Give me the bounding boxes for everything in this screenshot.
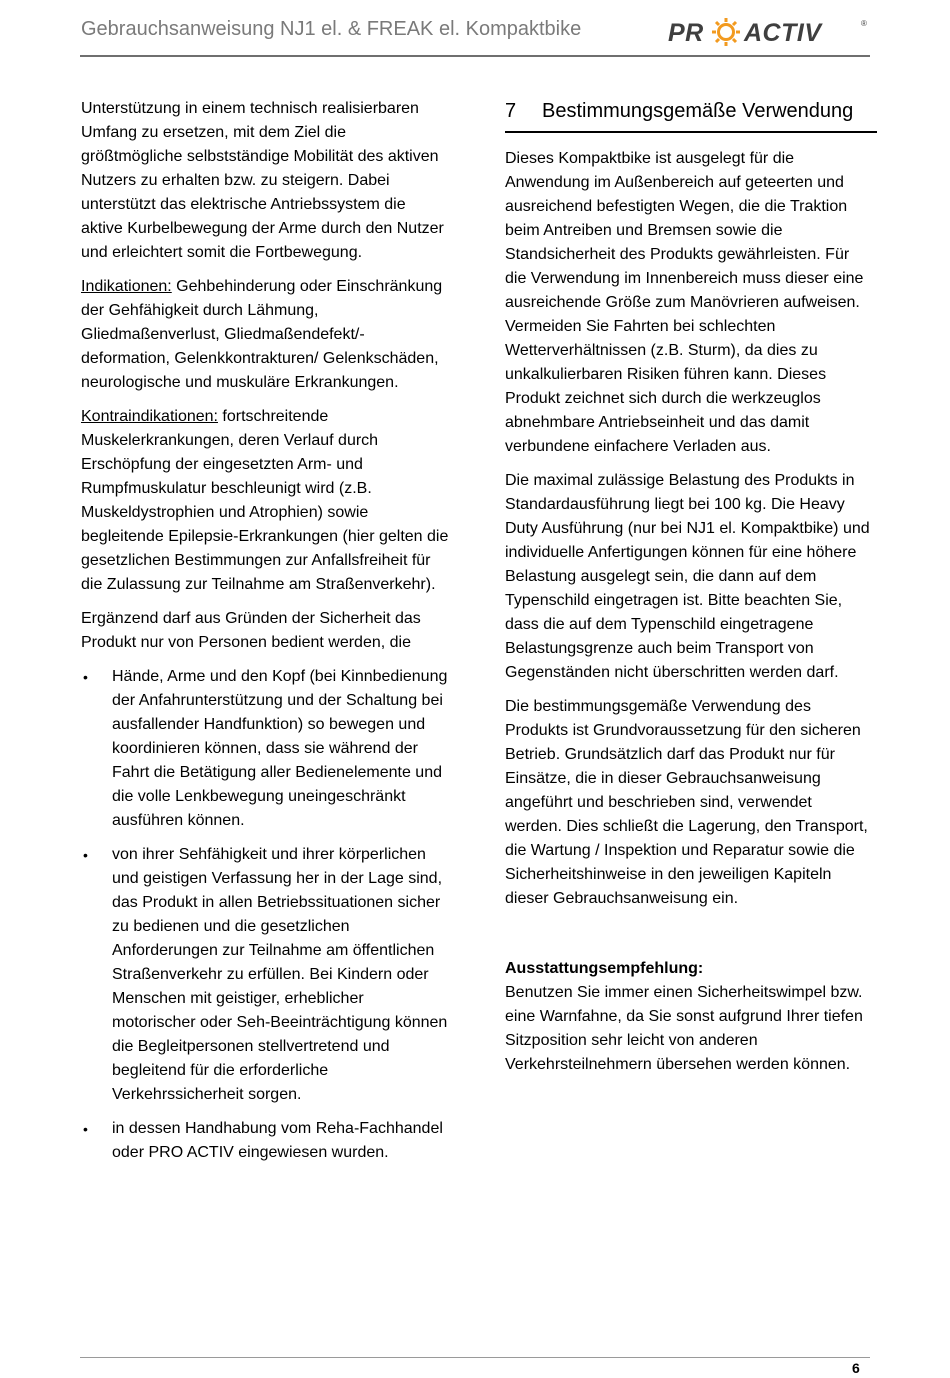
intended-use-paragraph: Die bestimmungsgemäße Verwendung des Produkts ist Grundvoraussetzung für den sicheren Betrieb. Grundsätzlich darf das Produkt nur für Einsätze, die in dieser Gebrauchsanweisung angeführt und beschrieben sind, verwendet werden. Dies schließt die Lagerung, den Transport, die Wartung / Inspektion und Reparatur sowie die Sicherheitshinweise in den jeweiligen Kapiteln dieser Gebrauchsanweisung ein.: [505, 698, 868, 907]
list-item-text: von ihrer Sehfähigkeit und ihrer körperlichen und geistigen Verfassung her in der Lage sind, das Produkt in allen Betriebssituationen sicher zu bedienen und die gesetzlichen Anforderungen zur Teilnahme am öffentlichen Straßenverkehr zu erfüllen. Bei Kindern oder Menschen mit geistiger, erheblicher motorischer oder Seh-Beeinträchtigung können die Begleitpersonen stellvertretend und begleitend für die erforderliche Verkehrssicherheit sorgen.: [112, 846, 448, 1103]
bullet-icon: •: [83, 847, 88, 863]
footer-rule: [80, 1357, 870, 1358]
supplement-paragraph: Ergänzend darf aus Gründen der Sicherheit das Produkt nur von Personen bedient werden, die: [81, 610, 421, 651]
section-number: 7: [505, 100, 517, 122]
document-header-title: Gebrauchsanweisung NJ1 el. & FREAK el. Kompaktbike: [81, 18, 582, 40]
list-item-text: in dessen Handhabung vom Reha-Fachhandel oder PRO ACTIV eingewiesen wurden.: [112, 1120, 443, 1161]
contraindications-label: Kontraindikationen:: [81, 408, 218, 425]
contraindications-text: fortschreitende Muskelerkrankungen, deren Verlauf durch Erschöpfung der eingesetzten Arm- und Rumpfmuskulatur beschleunigt wird (z.B. Muskeldystrophien und Atrophien) sowie begleitende Epilepsie-Erkrankungen (hier gelten die gesetzlichen Bestimmungen zur Anfallsfreiheit für die Zulassung zur Teilnahme am Straßenverkehr).: [81, 408, 449, 593]
section-heading: [505, 97, 877, 133]
list-item-text: Hände, Arme und den Kopf (bei Kinnbedienung der Anfahrunterstützung und der Schaltung bei ausfallender Handfunktion) so bewegen und koordinieren können, dass sie während der Fahrt die Betätigung aller Bedienelemente und die volle Lenkbewegung uneingeschränkt ausführen können.: [112, 668, 448, 829]
logo-registered-mark: ®: [861, 19, 867, 28]
equipment-recommendation: [505, 957, 873, 1077]
right-column: [505, 97, 873, 1077]
equipment-text: Benutzen Sie immer einen Sicherheitswimpel bzw. eine Warnfahne, da Sie sonst aufgrund Ihrer tiefen Sitzposition sehr leicht von anderen Verkehrsteilnehmern übersehen werden können.: [505, 984, 863, 1073]
load-paragraph: Die maximal zulässige Belastung des Produkts in Standardausführung liegt bei 100 kg. Die Heavy Duty Ausführung (nur bei NJ1 el. Kompaktbike) und individuelle Anfertigungen können für eine höhere Belastung ausgelegt sein, die dann auf dem Typenschild eingetragen ist. Bitte beachten Sie, dass die auf dem Typenschild eingetragene Belastungsgrenze auch beim Transport von Gegenständen nicht überschritten werden darf.: [505, 472, 870, 681]
section-title: Bestimmungsgemäße Verwendung: [542, 100, 854, 122]
bullet-icon: •: [83, 669, 88, 685]
indications-paragraph: [81, 275, 449, 395]
list-item: [81, 1117, 449, 1165]
indications-label: Indikationen:: [81, 278, 172, 295]
contraindications-paragraph: [81, 405, 449, 597]
proactiv-logo: [668, 17, 868, 47]
usage-paragraph: Dieses Kompaktbike ist ausgelegt für die Anwendung im Außenbereich auf geteerten und ausreichend befestigten Wegen, die die Traktion beim Antreiben und Bremsen sowie die Standsicherheit des Produkts gewährleisten. Für die Verwendung im Innenbereich muss dieser eine ausreichende Größe zum Manövrieren aufweisen. Vermeiden Sie Fahrten bei schlechten Wetterverhältnissen (z.B. Sturm), da dies zu unkalkulierbaren Risiken führen kann. Dieses Produkt zeichnet sich durch die werkzeuglos abnehmbare Antriebseinheit und das damit verbundene einfachere Verladen aus.: [505, 150, 864, 455]
indications-text: Gehbehinderung oder Einschränkung der Gehfähigkeit durch Lähmung, Gliedmaßenverlust, Gliedmaßendefekt/-deformation, Gelenkkontrakturen/ Gelenkschäden, neurologische und muskuläre Erkrankungen.: [81, 278, 443, 391]
left-column: [81, 97, 449, 1175]
equipment-heading: Ausstattungsempfehlung:: [505, 960, 704, 977]
list-item: [81, 665, 449, 833]
intro-paragraph: Unterstützung in einem technisch realisierbaren Umfang zu ersetzen, mit dem Ziel die größtmögliche selbstständige Mobilität des aktiven Nutzers zu erhalten bzw. zu steigern. Dabei unterstützt das elektrische Antriebssystem die aktive Kurbelbewegung der Arme durch den Nutzer und erleichtert somit die Fortbewegung.: [81, 100, 444, 261]
header-rule: [80, 55, 870, 57]
logo-text-left: PR: [668, 19, 704, 47]
page-number: 6: [852, 1360, 860, 1376]
bullet-icon: •: [83, 1121, 88, 1137]
requirements-list: [81, 665, 449, 1165]
list-item: [81, 843, 449, 1107]
sun-icon: [712, 18, 740, 46]
logo-text-right: ACTIV: [744, 19, 822, 47]
